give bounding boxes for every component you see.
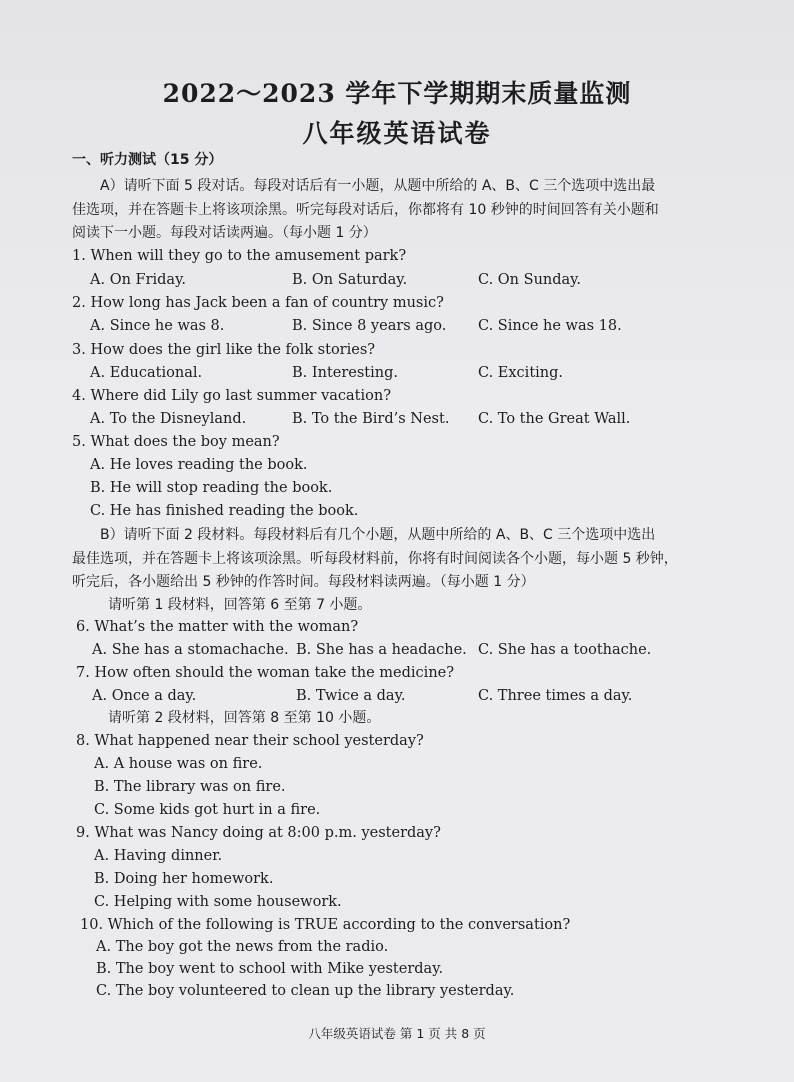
q5-option-b: B. He will stop reading the book. [90,480,333,496]
q2-option-a: A. Since he was 8. [90,318,225,334]
question-7: 7. How often should the woman take the medicine? [76,665,455,681]
q1-option-a: A. On Friday. [90,272,186,288]
q9-option-b: B. Doing her homework. [94,871,274,887]
q8-option-a: A. A house was on fire. [94,756,263,772]
q5-option-c: C. He has finished reading the book. [90,503,359,519]
q7-option-a: A. Once a day. [92,688,197,704]
q3-option-a: A. Educational. [90,365,203,381]
q9-option-c: C. Helping with some housework. [94,894,342,910]
q1-option-b: B. On Saturday. [292,272,408,288]
q10-option-c: C. The boy volunteered to clean up the library yesterday. [96,983,515,999]
material-2-instruction: 请听第 2 段材料，回答第 8 至第 10 小题。 [108,710,381,726]
q10-option-b: B. The boy went to school with Mike yesterday. [96,961,444,977]
q4-option-b: B. To the Bird’s Nest. [292,411,450,427]
q2-option-b: B. Since 8 years ago. [292,318,447,334]
q2-option-c: C. Since he was 18. [478,318,622,334]
question-8: 8. What happened near their school yesterday? [76,733,424,749]
question-9: 9. What was Nancy doing at 8:00 p.m. yesterday? [76,825,441,841]
q9-option-a: A. Having dinner. [94,848,223,864]
q7-option-b: B. Twice a day. [296,688,406,704]
q7-option-c: C. Three times a day. [478,688,633,704]
q1-option-c: C. On Sunday. [478,272,582,288]
part-a-instruction-2: 佳选项，并在答题卡上将该项涂黑。听完每段对话后，你都将有 10 秒钟的时间回答有关小题和 [72,202,659,218]
q6-option-c: C. She has a toothache. [478,642,652,658]
q3-option-c: C. Exciting. [478,365,564,381]
q5-option-a: A. He loves reading the book. [90,457,308,473]
material-1-instruction: 请听第 1 段材料，回答第 6 至第 7 小题。 [108,597,372,613]
part-b-instruction-1: B）请听下面 2 段材料。每段材料后有几个小题，从题中所给的 A、B、C 三个选项中选出 [100,527,656,543]
q8-option-c: C. Some kids got hurt in a fire. [94,802,321,818]
q6-option-b: B. She has a headache. [296,642,467,658]
q10-option-a: A. The boy got the news from the radio. [96,939,389,955]
question-4: 4. Where did Lily go last summer vacation? [72,388,391,404]
part-a-instruction-1: A）请听下面 5 段对话。每段对话后有一小题，从题中所给的 A、B、C 三个选项中选出最 [100,178,656,194]
exam-title-line1: 2022～2023 学年下学期期末质量监测 [162,79,632,108]
q4-option-c: C. To the Great Wall. [478,411,631,427]
part-b-instruction-2: 最佳选项，并在答题卡上将该项涂黑。听每段材料前，你将有时间阅读各个小题，每小题 5 秒钟， [72,551,678,567]
q4-option-a: A. To the Disneyland. [90,411,247,427]
question-6: 6. What’s the matter with the woman? [76,619,359,635]
q8-option-b: B. The library was on fire. [94,779,286,795]
section-heading: 一、听力测试（15 分） [72,152,223,168]
question-2: 2. How long has Jack been a fan of country music? [72,295,444,311]
page-footer: 八年级英语试卷 第 1 页 共 8 页 [308,1026,486,1041]
question-1: 1. When will they go to the amusement park? [72,248,407,264]
question-10: 10. Which of the following is TRUE according to the conversation? [80,917,571,933]
q3-option-b: B. Interesting. [292,365,398,381]
exam-title-line2: 八年级英语试卷 [302,119,492,148]
part-b-instruction-3: 听完后，各小题给出 5 秒钟的作答时间。每段材料读两遍。（每小题 1 分） [72,574,535,590]
question-5: 5. What does the boy mean? [72,434,280,450]
question-3: 3. How does the girl like the folk stories? [72,342,376,358]
q6-option-a: A. She has a stomachache. [92,642,289,658]
part-a-instruction-3: 阅读下一小题。每段对话读两遍。（每小题 1 分） [72,225,377,241]
